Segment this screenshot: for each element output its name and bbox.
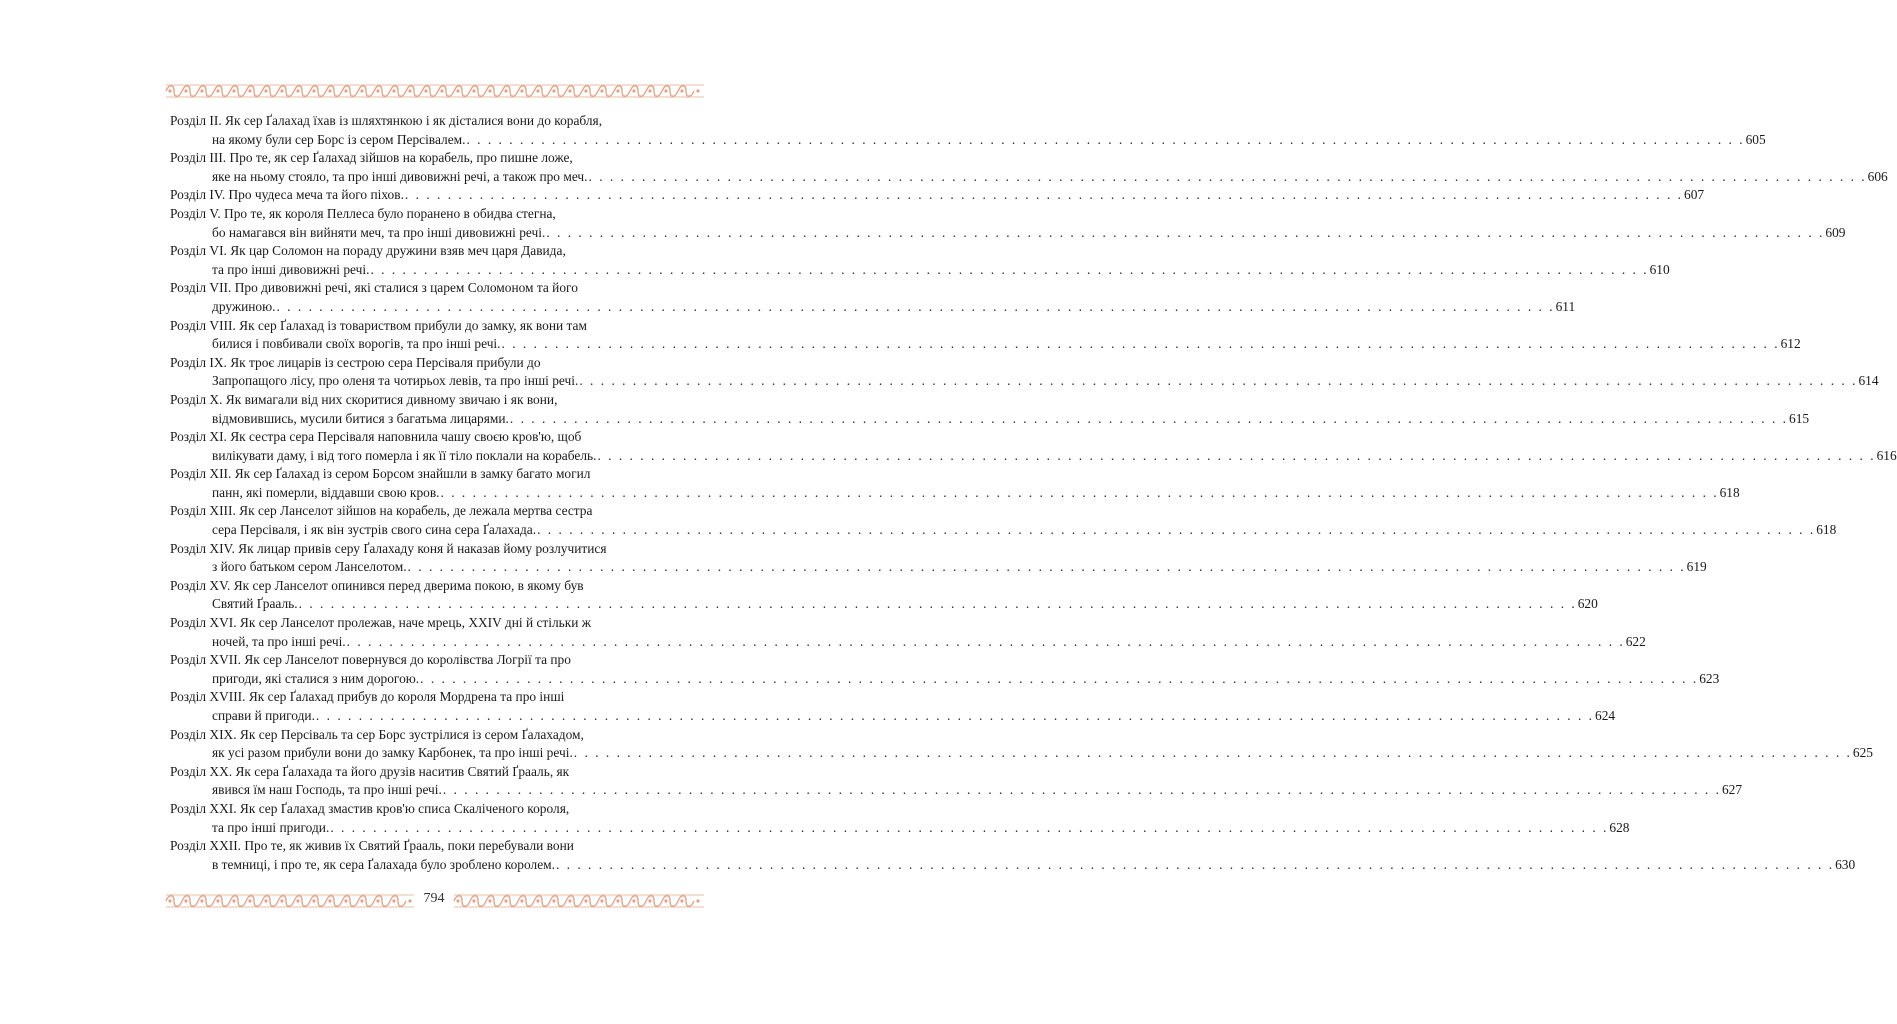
- toc-entry-last-line: [170, 335, 1801, 354]
- dot-leader: . . . . . . . . . . . . . . . . . . . . . . . . . . . . . . . . . . . . . . . . . . . . . . . . . . . . . . . . . . . . . . . . . . . . . . . . . . . . . . . . . . . . . . . . . . . . . . . . . . . . . . . . . . . . . . . . . . . . . . . .: [330, 819, 1609, 835]
- toc-entry-page: 609: [1825, 224, 1846, 240]
- toc-entry: [170, 205, 1846, 242]
- toc-entry-title-tail: панн, які померли, віддавши свою кров.: [212, 484, 440, 500]
- toc-entry-page: 628: [1609, 819, 1630, 835]
- dot-leader: . . . . . . . . . . . . . . . . . . . . . . . . . . . . . . . . . . . . . . . . . . . . . . . . . . . . . . . . . . . . . . . . . . . . . . . . . . . . . . . . . . . . . . . . . . . . . . . . . . . . . . . . . . . . . . . . . . . . . . . .: [440, 484, 1719, 500]
- toc-entry-page: 615: [1789, 410, 1810, 426]
- toc-entry: [170, 688, 1616, 725]
- toc-entry-page: 607: [1684, 187, 1705, 203]
- toc-entry-title-tail: Святий Ґрааль.: [212, 596, 298, 612]
- toc-entry-line: Розділ XIX. Як сер Персіваль та сер Борс зустрілися із сером Ґалахадом,: [170, 726, 584, 742]
- toc-entry-title-tail: Запропащого лісу, про оленя та чотирьох левів, та про інші речі.: [212, 373, 579, 389]
- toc-entry-line: Розділ XXI. Як сер Ґалахад змастив кров'ю списа Скаліченого короля,: [170, 800, 570, 816]
- toc-entry-page: 625: [1852, 745, 1873, 761]
- ornament-pattern: [166, 894, 414, 908]
- toc-entry-last-line: [170, 484, 1740, 503]
- dot-leader: . . . . . . . . . . . . . . . . . . . . . . . . . . . . . . . . . . . . . . . . . . . . . . . . . . . . . . . . . . . . . . . . . . . . . . . . . . . . . . . . . . . . . . . . . . . . . . . . . . . . . . . . . . . . . . . . . . . . . . . .: [555, 856, 1835, 872]
- toc-entry: [170, 112, 1766, 149]
- toc-entry-page: 605: [1745, 131, 1766, 147]
- toc-entry-page: 606: [1867, 168, 1888, 184]
- toc-entry-last-line: [170, 781, 1743, 800]
- toc-entry: [170, 242, 1670, 279]
- dot-leader: . . . . . . . . . . . . . . . . . . . . . . . . . . . . . . . . . . . . . . . . . . . . . . . . . . . . . . . . . . . . . . . . . . . . . . . . . . . . . . . . . . . . . . . . . . . . . . . . . . . . . . . . . . . . . . . . . . . . . . . .: [466, 131, 1745, 147]
- table-of-contents: [170, 112, 1897, 874]
- dot-leader: . . . . . . . . . . . . . . . . . . . . . . . . . . . . . . . . . . . . . . . . . . . . . . . . . . . . . . . . . . . . . . . . . . . . . . . . . . . . . . . . . . . . . . . . . . . . . . . . . . . . . . . . . . . . . . . . . . . . . . . .: [546, 224, 1825, 240]
- toc-entry-line: Розділ XVI. Як сер Ланселот пролежав, наче мрець, XXIV дні й стільки ж: [170, 615, 592, 631]
- toc-entry-last-line: [170, 168, 1888, 187]
- toc-entry-title-tail: в темниці, і про те, як сера Ґалахада було зроблено королем.: [212, 856, 555, 872]
- toc-entry-line: Розділ XII. Як сер Ґалахад із сером Борсом знайшли в замку багато могил: [170, 466, 591, 482]
- toc-entry-title-tail: справи й пригоди.: [212, 708, 315, 723]
- toc-entry-page: 618: [1816, 522, 1837, 538]
- toc-entry-title-tail: Розділ IV. Про чудеса меча та його піхов.: [170, 187, 404, 203]
- toc-entry-line: Розділ VIII. Як сер Ґалахад із товариством прибули до замку, як вони там: [170, 317, 587, 333]
- toc-entry-last-line: [170, 595, 1598, 614]
- toc-entry: [170, 763, 1743, 800]
- toc-entry: [170, 837, 1856, 874]
- toc-entry-page: 622: [1625, 633, 1646, 649]
- dot-leader: . . . . . . . . . . . . . . . . . . . . . . . . . . . . . . . . . . . . . . . . . . . . . . . . . . . . . . . . . . . . . . . . . . . . . . . . . . . . . . . . . . . . . . . . . . . . . . . . . . . . . . . . . . . . . . . . . . . . . . . .: [370, 261, 1649, 277]
- dot-leader: . . . . . . . . . . . . . . . . . . . . . . . . . . . . . . . . . . . . . . . . . . . . . . . . . . . . . . . . . . . . . . . . . . . . . . . . . . . . . . . . . . . . . . . . . . . . . . . . . . . . . . . . . . . . . . . . . . . . . . . .: [537, 522, 1816, 538]
- top-ornament-border: [166, 84, 704, 98]
- toc-entry-page: 611: [1555, 298, 1576, 314]
- toc-entry-last-line: [170, 707, 1616, 726]
- toc-entry-page: 614: [1858, 373, 1879, 389]
- toc-entry-line: Розділ II. Як сер Ґалахад їхав із шляхтянкою і як дісталися вони до корабля,: [170, 113, 603, 128]
- toc-entry-title-tail: сера Персіваля, і як він зустрів свого сина сера Ґалахада.: [212, 522, 537, 538]
- toc-entry: [170, 279, 1576, 316]
- toc-entry-page: 616: [1876, 447, 1897, 463]
- toc-entry: [170, 391, 1810, 428]
- toc-entry-title-tail: відмовившись, мусили битися з багатьма лицарями.: [212, 410, 509, 426]
- toc-entry-page: 627: [1721, 782, 1743, 798]
- toc-entry-line: Розділ V. Про те, як короля Пеллеса було поранено в обидва стегна,: [170, 205, 556, 221]
- toc-entry: [170, 800, 1630, 837]
- toc-entry-page: 630: [1835, 856, 1856, 872]
- toc-entry-line: Розділ X. Як вимагали від них скоритися дивному звичаю і як вони,: [170, 391, 558, 407]
- toc-entry-line: Розділ XVIII. Як сер Ґалахад прибув до короля Мордрена та про інші: [170, 689, 565, 705]
- toc-entry-line: Розділ III. Про те, як сер Ґалахад зійшов на корабель, про пишне ложе,: [170, 150, 573, 166]
- toc-entry: [170, 614, 1646, 651]
- toc-entry-title-tail: пригоди, які сталися з ним дорогою.: [212, 670, 420, 686]
- dot-leader: . . . . . . . . . . . . . . . . . . . . . . . . . . . . . . . . . . . . . . . . . . . . . . . . . . . . . . . . . . . . . . . . . . . . . . . . . . . . . . . . . . . . . . . . . . . . . . . . . . . . . . . . . . . . . . . . . . . . . . . .: [346, 633, 1625, 649]
- dot-leader: . . . . . . . . . . . . . . . . . . . . . . . . . . . . . . . . . . . . . . . . . . . . . . . . . . . . . . . . . . . . . . . . . . . . . . . . . . . . . . . . . . . . . . . . . . . . . . . . . . . . . . . . . . . . . . . . . . . . . . . .: [315, 708, 1595, 723]
- toc-entry-line: Розділ XIII. Як сер Ланселот зійшов на корабель, де лежала мертва сестра: [170, 503, 593, 519]
- dot-leader: . . . . . . . . . . . . . . . . . . . . . . . . . . . . . . . . . . . . . . . . . . . . . . . . . . . . . . . . . . . . . . . . . . . . . . . . . . . . . . . . . . . . . . . . . . . . . . . . . . . . . . . . . . . . . . . . . . . . . . . .: [404, 187, 1684, 203]
- toc-entry-last-line: [170, 410, 1810, 429]
- toc-entry: [170, 726, 1873, 763]
- dot-leader: . . . . . . . . . . . . . . . . . . . . . . . . . . . . . . . . . . . . . . . . . . . . . . . . . . . . . . . . . . . . . . . . . . . . . . . . . . . . . . . . . . . . . . . . . . . . . . . . . . . . . . . . . . . . . . . . . . . . . . . .: [407, 559, 1686, 575]
- toc-entry-last-line: [170, 298, 1576, 317]
- dot-leader: . . . . . . . . . . . . . . . . . . . . . . . . . . . . . . . . . . . . . . . . . . . . . . . . . . . . . . . . . . . . . . . . . . . . . . . . . . . . . . . . . . . . . . . . . . . . . . . . . . . . . . . . . . . . . . . . . . . . . . . .: [420, 670, 1699, 686]
- toc-entry: [170, 502, 1837, 539]
- toc-entry-line: Розділ XIV. Як лицар привів серу Ґалахаду коня й наказав йому розлучитися: [170, 540, 607, 556]
- toc-entry-title-tail: бо намагався він вийняти меч, та про інші дивовижні речі.: [212, 224, 546, 240]
- toc-entry-title-tail: явився їм наш Господь, та про інші речі.: [212, 782, 442, 798]
- toc-entry: [170, 186, 1705, 205]
- toc-entry-last-line: [170, 558, 1707, 577]
- toc-entry-title-tail: вилікувати даму, і від того померла і як її тіло поклали на корабель.: [212, 447, 597, 463]
- toc-entry: [170, 317, 1801, 354]
- toc-entry-last-line: [170, 670, 1720, 689]
- dot-leader: . . . . . . . . . . . . . . . . . . . . . . . . . . . . . . . . . . . . . . . . . . . . . . . . . . . . . . . . . . . . . . . . . . . . . . . . . . . . . . . . . . . . . . . . . . . . . . . . . . . . . . . . . . . . . . . . . . . . . . . .: [579, 373, 1858, 389]
- toc-entry-last-line: [170, 447, 1897, 466]
- toc-entry-line: Розділ XX. Як сера Ґалахада та його друзів наситив Святий Ґрааль, як: [170, 763, 570, 779]
- toc-entry-title-tail: ночей, та про інші речі.: [212, 633, 346, 649]
- ornament-pattern: [454, 894, 704, 908]
- toc-entry-line: Розділ IX. Як троє лицарів із сестрою сера Персіваля прибули до: [170, 354, 541, 370]
- toc-entry: [170, 428, 1897, 465]
- toc-entry-last-line: [170, 633, 1646, 652]
- toc-entry-last-line: [170, 224, 1846, 243]
- toc-entry-last-line: [170, 372, 1879, 391]
- toc-entry-title-tail: на якому були сер Борс із сером Персівалем.: [212, 131, 466, 147]
- toc-entry-page: 624: [1595, 708, 1616, 723]
- toc-entry-last-line: [170, 186, 1705, 205]
- dot-leader: . . . . . . . . . . . . . . . . . . . . . . . . . . . . . . . . . . . . . . . . . . . . . . . . . . . . . . . . . . . . . . . . . . . . . . . . . . . . . . . . . . . . . . . . . . . . . . . . . . . . . . . . . . . . . . . . . . . . . . . .: [501, 336, 1780, 352]
- toc-entry-line: Розділ XXII. Про те, як живив їх Святий Ґрааль, поки перебували вони: [170, 838, 574, 854]
- toc-entry-line: Розділ XV. Як сер Ланселот опинився перед дверима покою, в якому був: [170, 577, 584, 593]
- dot-leader: . . . . . . . . . . . . . . . . . . . . . . . . . . . . . . . . . . . . . . . . . . . . . . . . . . . . . . . . . . . . . . . . . . . . . . . . . . . . . . . . . . . . . . . . . . . . . . . . . . . . . . . . . . . . . . . . . . . . . . . .: [276, 298, 1555, 314]
- dot-leader: . . . . . . . . . . . . . . . . . . . . . . . . . . . . . . . . . . . . . . . . . . . . . . . . . . . . . . . . . . . . . . . . . . . . . . . . . . . . . . . . . . . . . . . . . . . . . . . . . . . . . . . . . . . . . . . . . . . . . . . .: [588, 168, 1867, 184]
- ornament-pattern: [166, 84, 704, 98]
- toc-entry-title-tail: та про інші пригоди.: [212, 819, 330, 835]
- toc-entry-title-tail: як усі разом прибули вони до замку Карбонек, та про інші речі.: [212, 745, 573, 761]
- toc-entry-title-tail: билися і повбивали своїх ворогів, та про інші речі.: [212, 336, 501, 352]
- toc-entry-line: Розділ VII. Про дивовижні речі, які сталися з царем Соломоном та його: [170, 280, 578, 296]
- toc-entry-page: 620: [1577, 596, 1598, 612]
- bottom-left-ornament-border: [166, 894, 414, 908]
- toc-entry: [170, 354, 1879, 391]
- toc-entry-title-tail: з його батьком сером Ланселотом.: [212, 559, 407, 575]
- page-number: 794: [423, 891, 445, 906]
- dot-leader: . . . . . . . . . . . . . . . . . . . . . . . . . . . . . . . . . . . . . . . . . . . . . . . . . . . . . . . . . . . . . . . . . . . . . . . . . . . . . . . . . . . . . . . . . . . . . . . . . . . . . . . . . . . . . . . . . . . . . . . .: [298, 596, 1577, 612]
- toc-entry-title-tail: дружиною.: [212, 298, 276, 314]
- toc-entry: [170, 149, 1888, 186]
- toc-entry-last-line: [170, 261, 1670, 280]
- toc-entry-line: Розділ VI. Як цар Соломон на пораду дружини взяв меч царя Давида,: [170, 243, 566, 259]
- toc-entry-last-line: [170, 131, 1766, 150]
- toc-entry-last-line: [170, 744, 1873, 763]
- toc-entry: [170, 465, 1740, 502]
- toc-entry: [170, 651, 1720, 688]
- dot-leader: . . . . . . . . . . . . . . . . . . . . . . . . . . . . . . . . . . . . . . . . . . . . . . . . . . . . . . . . . . . . . . . . . . . . . . . . . . . . . . . . . . . . . . . . . . . . . . . . . . . . . . . . . . . . . . . . . . . . . . . .: [597, 447, 1876, 463]
- toc-entry-page: 610: [1649, 261, 1670, 277]
- toc-entry-page: 618: [1719, 484, 1740, 500]
- dot-leader: . . . . . . . . . . . . . . . . . . . . . . . . . . . . . . . . . . . . . . . . . . . . . . . . . . . . . . . . . . . . . . . . . . . . . . . . . . . . . . . . . . . . . . . . . . . . . . . . . . . . . . . . . . . . . . . . . . . . . . . .: [509, 410, 1788, 426]
- toc-entry-last-line: [170, 819, 1630, 838]
- bottom-right-ornament-border: [454, 894, 704, 908]
- dot-leader: . . . . . . . . . . . . . . . . . . . . . . . . . . . . . . . . . . . . . . . . . . . . . . . . . . . . . . . . . . . . . . . . . . . . . . . . . . . . . . . . . . . . . . . . . . . . . . . . . . . . . . . . . . . . . . . . . . . . . . . .: [442, 782, 1721, 798]
- toc-entry-page: 619: [1686, 559, 1707, 575]
- toc-entry-title-tail: яке на ньому стояло, та про інші дивовижні речі, а також про меч.: [212, 168, 588, 184]
- toc-entry-last-line: [170, 856, 1856, 875]
- toc-entry: [170, 577, 1598, 614]
- toc-entry: [170, 540, 1707, 577]
- toc-entry-line: Розділ XI. Як сестра сера Персіваля наповнила чашу своєю кров'ю, щоб: [170, 429, 582, 445]
- dot-leader: . . . . . . . . . . . . . . . . . . . . . . . . . . . . . . . . . . . . . . . . . . . . . . . . . . . . . . . . . . . . . . . . . . . . . . . . . . . . . . . . . . . . . . . . . . . . . . . . . . . . . . . . . . . . . . . . . . . . . . . .: [573, 745, 1852, 761]
- toc-entry-page: 623: [1699, 670, 1720, 686]
- toc-entry-line: Розділ XVII. Як сер Ланселот повернувся до королівства Логрії та про: [170, 652, 571, 668]
- toc-entry-last-line: [170, 521, 1837, 540]
- toc-entry-page: 612: [1780, 336, 1801, 352]
- toc-entry-title-tail: та про інші дивовижні речі.: [212, 261, 370, 277]
